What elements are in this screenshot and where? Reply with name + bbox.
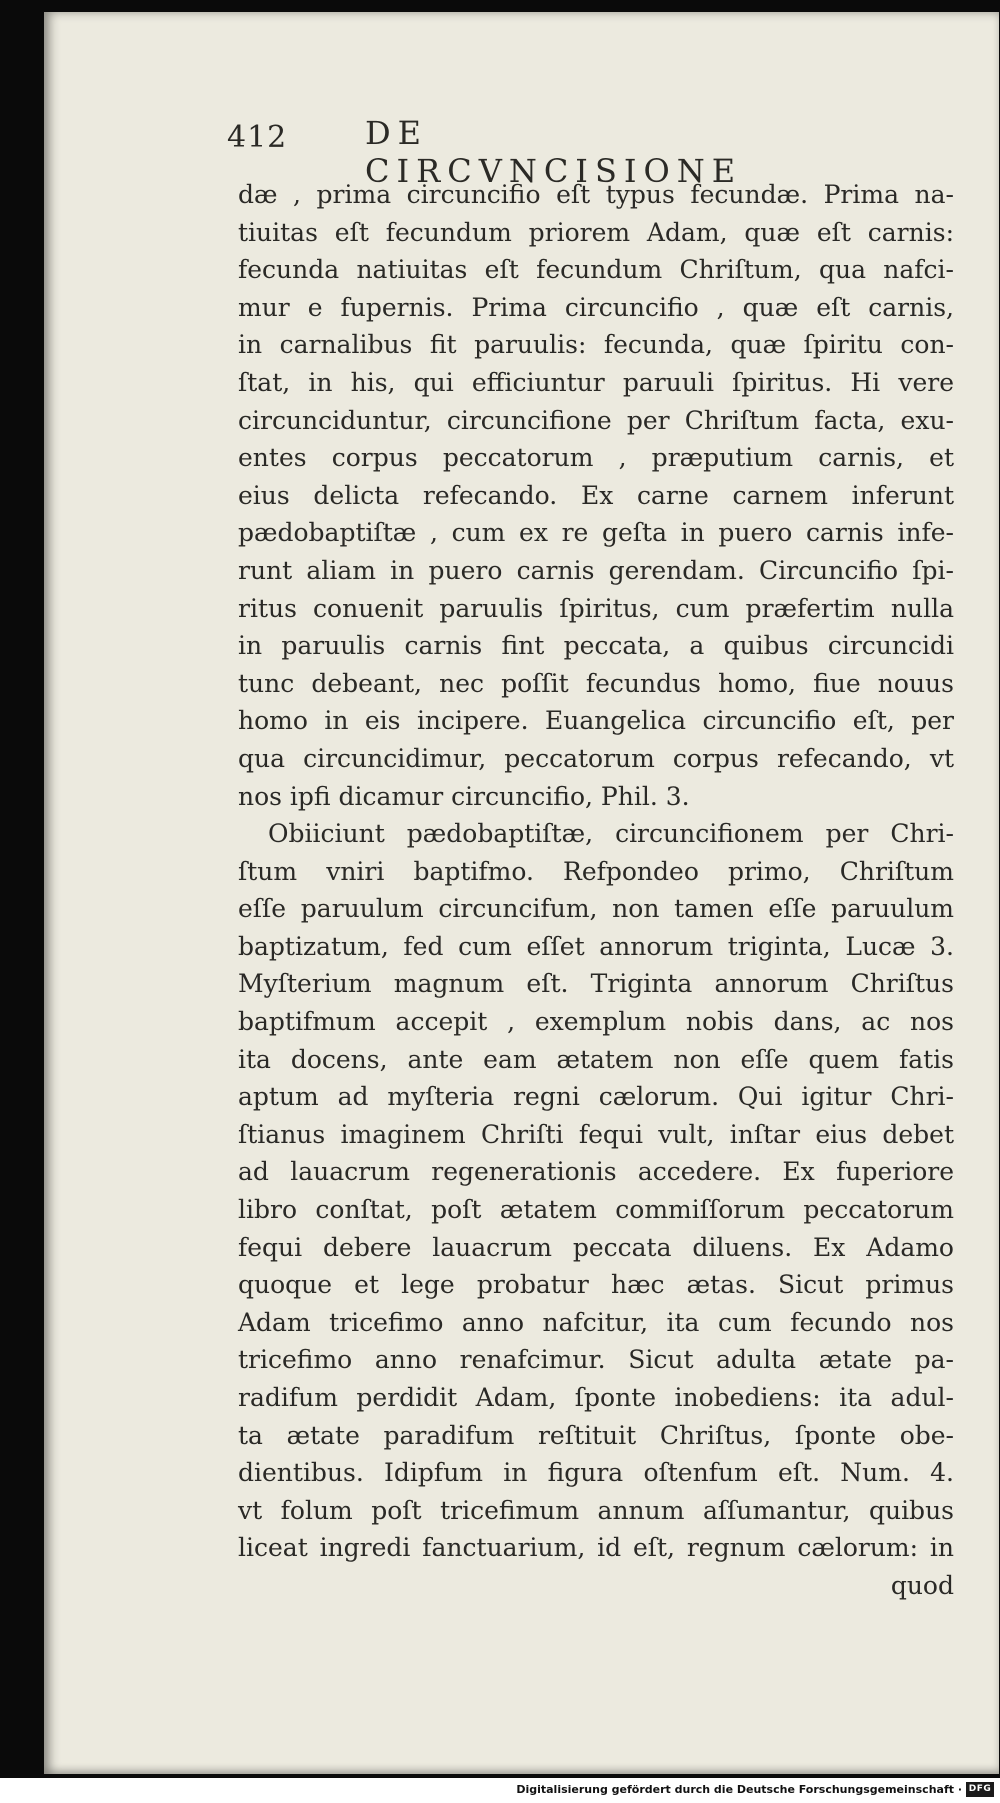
text-line: radifum perdidit Adam, ſponte inobediens: ita adul- — [238, 1383, 954, 1412]
text-line: in paruulis carnis fint peccata, a quibus circuncidi — [238, 631, 954, 661]
text-line: Myſterium magnum eſt. Triginta annorum Chriſtus — [238, 969, 954, 999]
text-line: fecunda natiuitas eſt fecundum Chriſtum, qua nafci- — [238, 255, 954, 285]
text-line: homo in eis incipere. Euangelica circuncifio eſt, per — [238, 706, 954, 736]
text-line: mur e fupernis. Prima circuncifio , quæ eſt carnis, — [238, 292, 954, 322]
page-header — [227, 114, 807, 190]
text-line: libro conſtat, poſt ætatem commiſſorum peccatorum — [238, 1195, 954, 1225]
dfg-logo[interactable]: DFG — [966, 1782, 994, 1797]
text-line: dæ , prima circuncifio eſt typus fecundæ. Prima na- — [238, 180, 954, 209]
text-line: ſtat, in his, qui efficiuntur paruuli ſpiritus. Hi vere — [238, 367, 954, 397]
text-line: baptifmum accepit , exemplum nobis dans, ac nos — [238, 1007, 954, 1037]
text-line: eſſe paruulum circuncifum, non tamen eſſe paruulum — [238, 894, 954, 924]
text-line: qua circuncidimur, peccatorum corpus refecando, vt — [238, 743, 954, 773]
text-line: runt aliam in puero carnis gerendam. Circuncifio ſpi- — [238, 555, 954, 585]
text-line: in carnalibus fit paruulis: fecunda, quæ ſpiritu con- — [238, 330, 954, 360]
text-line: tiuitas eſt fecundum priorem Adam, quæ eſt carnis: — [238, 217, 954, 247]
text-line: fequi debere lauacrum peccata diluens. Ex Adamo — [238, 1232, 954, 1262]
running-title: DE CIRCVNCISIONE — [365, 114, 743, 190]
text-line: ita docens, ante eam ætatem non eſſe quem fatis — [238, 1044, 954, 1074]
text-line: Adam tricefimo anno nafcitur, ita cum fecundo nos — [238, 1307, 954, 1337]
text-line: nos ipfi dicamur circuncifio, Phil. 3. — [238, 781, 690, 811]
text-line: ſtum vniri baptifmo. Refpondeo primo, Chriſtum — [238, 856, 954, 886]
text-line: ta ætate paradifum reſtituit Chriſtus, ſponte obe- — [238, 1420, 954, 1450]
text-line: quoque et lege probatur hæc ætas. Sicut primus — [238, 1270, 954, 1300]
text-line: dientibus. Idipfum in figura oſtenfum eſt. Num. 4. — [238, 1458, 954, 1488]
page-number: 412 — [227, 120, 288, 155]
text-line: Obiiciunt pædobaptiſtæ, circuncifionem per Chri- — [268, 819, 954, 849]
text-line: aptum ad myſteria regni cælorum. Qui igitur Chri- — [238, 1082, 954, 1112]
text-line: ſtianus imaginem Chriſti fequi vult, inſtar eius debet — [238, 1119, 954, 1149]
text-line: ad lauacrum regenerationis accedere. Ex fuperiore — [238, 1157, 954, 1187]
catchword: quod — [890, 1570, 954, 1600]
text-line: ritus conuenit paruulis ſpiritus, cum præfertim nulla — [238, 593, 954, 623]
text-line: pædobaptiſtæ , cum ex re geſta in puero carnis infe- — [238, 518, 954, 548]
text-line: tricefimo anno renafcimur. Sicut adulta ætate pa- — [238, 1345, 954, 1375]
text-line: circunciduntur, circuncifione per Chriſtum facta, exu- — [238, 405, 954, 435]
text-line: tunc debeant, nec poſſit fecundus homo, fiue nouus — [238, 668, 954, 698]
body-text — [238, 176, 954, 1605]
text-line: vt folum poſt tricefimum annum aſſumantur, quibus — [238, 1495, 954, 1525]
text-line: entes corpus peccatorum , præputium carnis, et — [238, 443, 954, 473]
funding-credit: Digitalisierung gefördert durch die Deutsche Forschungsgemeinschaft · — [516, 1783, 962, 1796]
digitization-footer — [0, 1778, 1000, 1803]
text-line: eius delicta refecando. Ex carne carnem inferunt — [238, 480, 954, 510]
text-line: liceat ingredi fanctuarium, id eſt, regnum cælorum: in — [238, 1533, 954, 1563]
text-line: baptizatum, fed cum eſſet annorum triginta, Lucæ 3. — [238, 931, 954, 961]
